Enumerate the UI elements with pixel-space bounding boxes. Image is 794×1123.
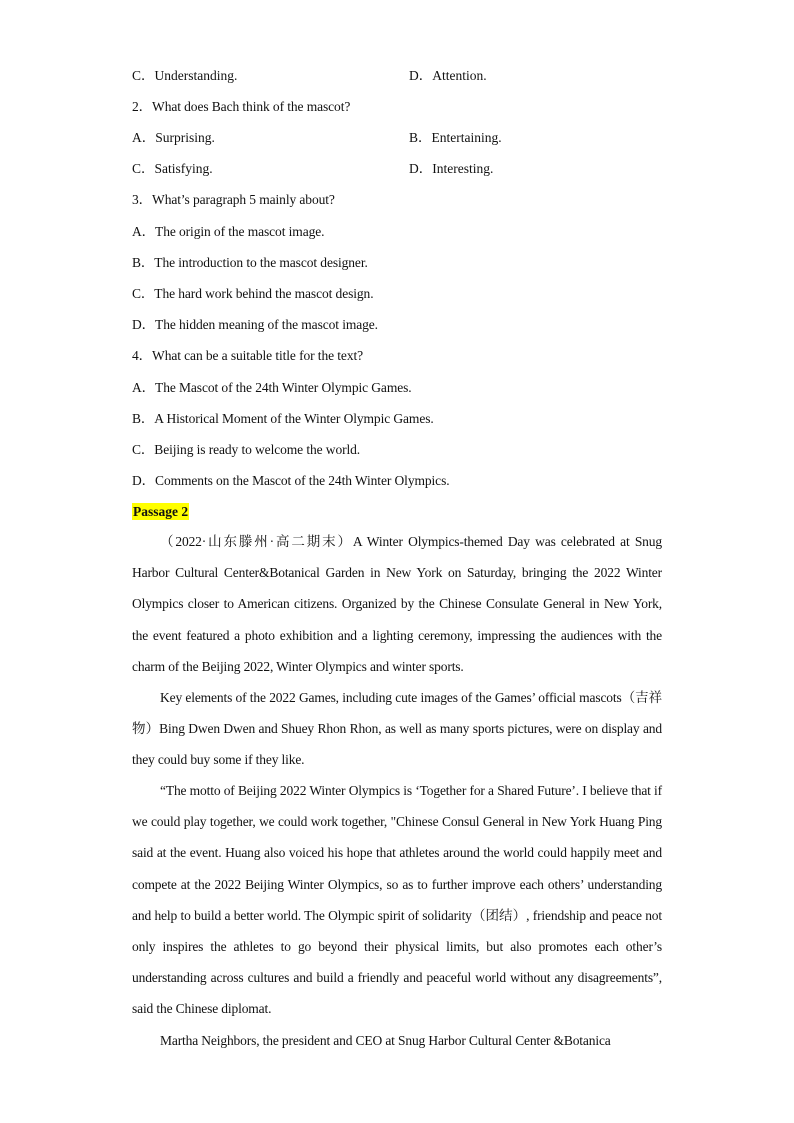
q2-question: 2．What does Bach think of the mascot?: [132, 99, 351, 114]
q4-option-a: A．The Mascot of the 24th Winter Olympic Games.: [132, 380, 412, 395]
q3-option-a: A．The origin of the mascot image.: [132, 224, 325, 239]
passage-heading: Passage 2: [133, 504, 189, 519]
q3-question: 3．What’s paragraph 5 mainly about?: [132, 192, 335, 207]
paragraph-3: “The motto of Beijing 2022 Winter Olympics is ‘Together for a Shared Future’. I believe that if we could play together, we could work together, "Chinese Consul General in New York Huang Ping said at the event. Huang also voiced his hope that athletes around the world could happily meet and compete at the 2022 Beijing Winter Olympics, so as to further improve each others’ understanding and help to build a better world. The Olympic spirit of solidarity（团结）, friendship and peace not only inspires the athletes to go beyond their physical limits, but also promotes each other’s understanding across cultures and build a friendly and peaceful world without any disagreements”, said the Chinese diplomat.: [132, 783, 662, 1017]
q1-option-d: D．Attention.: [409, 68, 487, 83]
q3-option-c: C．The hard work behind the mascot design.: [132, 286, 374, 301]
paragraph-1: （2022·山东滕州·高二期末）A Winter Olympics-themed Day was celebrated at Snug Harbor Cultural Center&Botanical Garden in New York on Saturday, bringing the 2022 Winter Olympics closer to American citizens. Organized by the Chinese Consulate General in New York, the event featured a photo exhibition and a lighting ceremony, impressing the audiences with the charm of the Beijing 2022, Winter Olympics and winter sports.: [132, 534, 662, 674]
q4-question: 4．What can be a suitable title for the text?: [132, 348, 364, 363]
q4-option-d: D．Comments on the Mascot of the 24th Winter Olympics.: [132, 473, 450, 488]
q2-options-ab: [132, 130, 692, 146]
q3-option-d: D．The hidden meaning of the mascot image.: [132, 317, 378, 332]
q1-options-cd: [132, 68, 692, 84]
q1-option-c: C．Understanding.: [132, 68, 238, 83]
q2-option-d: D．Interesting.: [409, 161, 494, 176]
q2-option-b: B．Entertaining.: [409, 130, 502, 145]
q4-option-b: B．A Historical Moment of the Winter Olympic Games.: [132, 411, 434, 426]
paragraph-2: Key elements of the 2022 Games, including cute images of the Games’ official mascots（吉祥物）Bing Dwen Dwen and Shuey Rhon Rhon, as well as many sports pictures, were on display and they could buy some if they like.: [132, 690, 662, 768]
q3-option-b: B．The introduction to the mascot designer.: [132, 255, 368, 270]
paragraph-4: Martha Neighbors, the president and CEO at Snug Harbor Cultural Center &Botanica: [160, 1033, 611, 1048]
q2-option-c: C．Satisfying.: [132, 161, 213, 176]
q2-options-cd: [132, 161, 692, 177]
q2-option-a: A．Surprising.: [132, 130, 215, 145]
q4-option-c: C．Beijing is ready to welcome the world.: [132, 442, 361, 457]
